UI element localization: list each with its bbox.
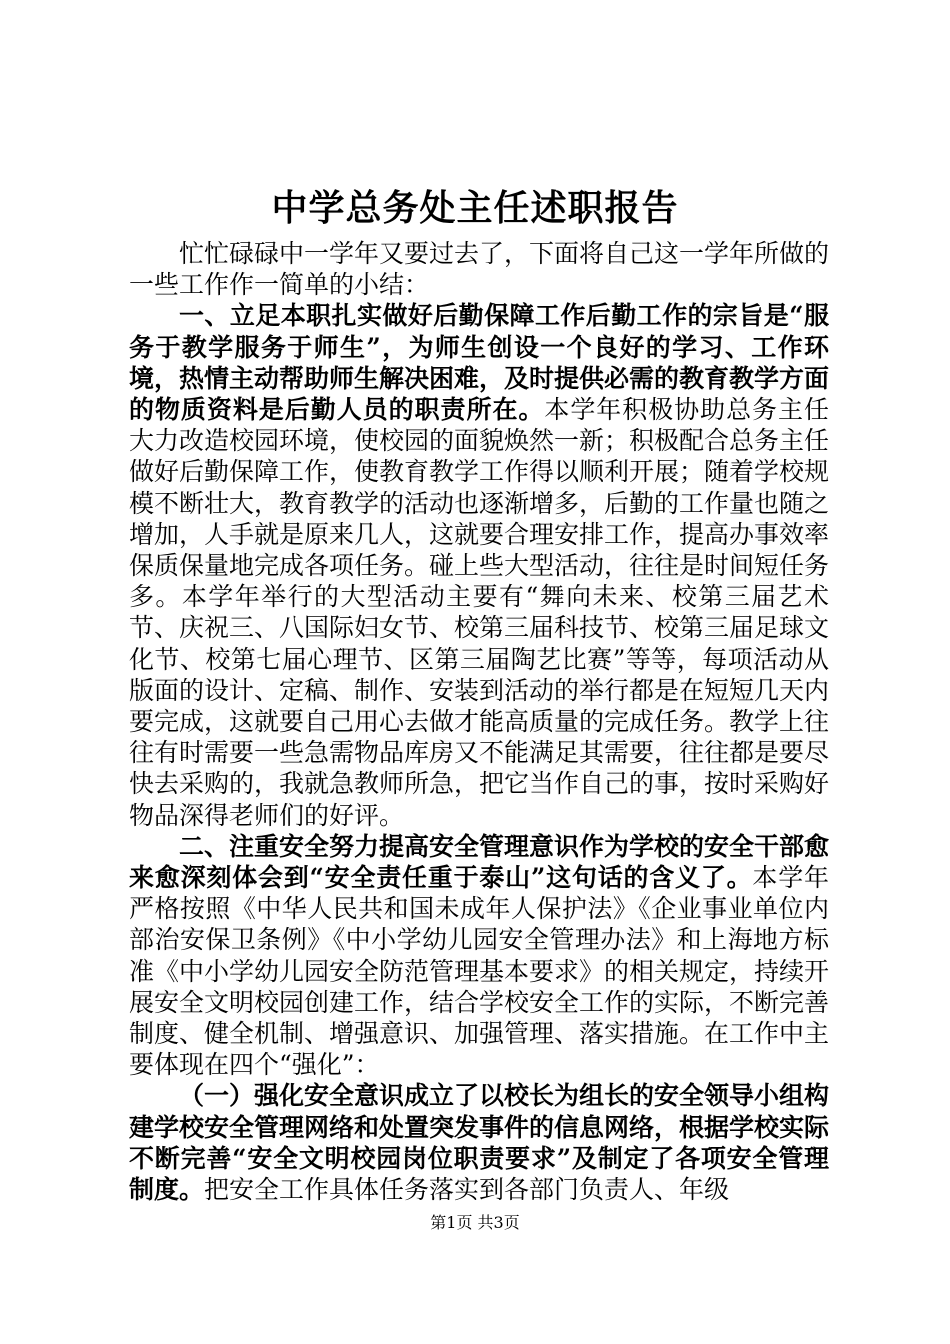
paragraph-text: 本学年积极协助总务主任大力改造校园环境，使校园的面貌焕然一新；积极配合总务主任做好后勤保障工作，使教育教学工作得以顺利开展；随着学校规模不断壮大，教育教学的活动也逐渐增多，后勤的工作量也随之增加，人手就是原来几人，这就要合理安排工作，提高办事效率保质保量地完成各项任务。碰上些大型活动，往往是时间短任务多。本学年举行的大型活动主要有“舞向未来、校第三届艺术节、庆祝三、八国际妇女节、校第三届科技节、校第三届足球文化节、校第七届心理节、区第三届陶艺比赛”等等，每项活动从版面的设计、定稿、制作、安装到活动的举行都是在短短几天内要完成，这就要自己用心去做才能高质量的完成任务。教学上往往有时需要一些急需物品库房又不能满足其需要，往往都是要尽快去采购的，我就急教师所急，把它当作自己的事，按时采购好物品深得老师们的好评。: [129, 395, 830, 830]
paragraph-text: 把安全工作具体任务落实到各部门负责人、年级: [204, 1175, 730, 1205]
paragraph-text: 忙忙碌碌中一学年又要过去了，下面将自己这一学年所做的一些工作作一简单的小结：: [129, 239, 830, 300]
paragraph-lead: （一）强化安全意识成立了以校长为组长的安全领导小组构建学校安全管理网络和处置突发事件的信息网络，根据学校实际不断完善“安全文明校园岗位职责要求”及制定了各项安全管理制度。: [129, 1081, 830, 1205]
paragraph-lead: 一、立足本职扎实做好后勤保障工作后勤工作的宗旨是“服务于教学服务于师生”，为师生创设一个良好的学习、工作环境，热情主动帮助师生解决困难，及时提供必需的教育教学方面的物质资料是后勤人员的职责所在。: [129, 301, 830, 425]
page-footer: 第1页 共3页: [430, 1213, 520, 1232]
paragraph-section-2: [129, 831, 829, 1081]
paragraph-intro: [129, 238, 829, 300]
document-title: 中学总务处主任述职报告: [271, 187, 679, 229]
paragraph-text: 本学年严格按照《中华人民共和国未成年人保护法》《企业事业单位内部治安保卫条例》《中小学幼儿园安全管理办法》和上海地方标准《中小学幼儿园安全防范管理基本要求》的相关规定，持续开展安全文明校园创建工作，结合学校安全工作的实际，不断完善制度、健全机制、增强意识、加强管理、落实措施。在工作中主要体现在四个“强化”：: [129, 863, 830, 1080]
paragraph-subsection-1: [129, 1080, 829, 1205]
paragraph-lead: 二、注重安全努力提高安全管理意识作为学校的安全干部愈来愈深刻体会到“安全责任重于泰山”这句话的含义了。: [129, 831, 830, 893]
document-body: [129, 238, 829, 1205]
paragraph-section-1: [129, 300, 829, 830]
